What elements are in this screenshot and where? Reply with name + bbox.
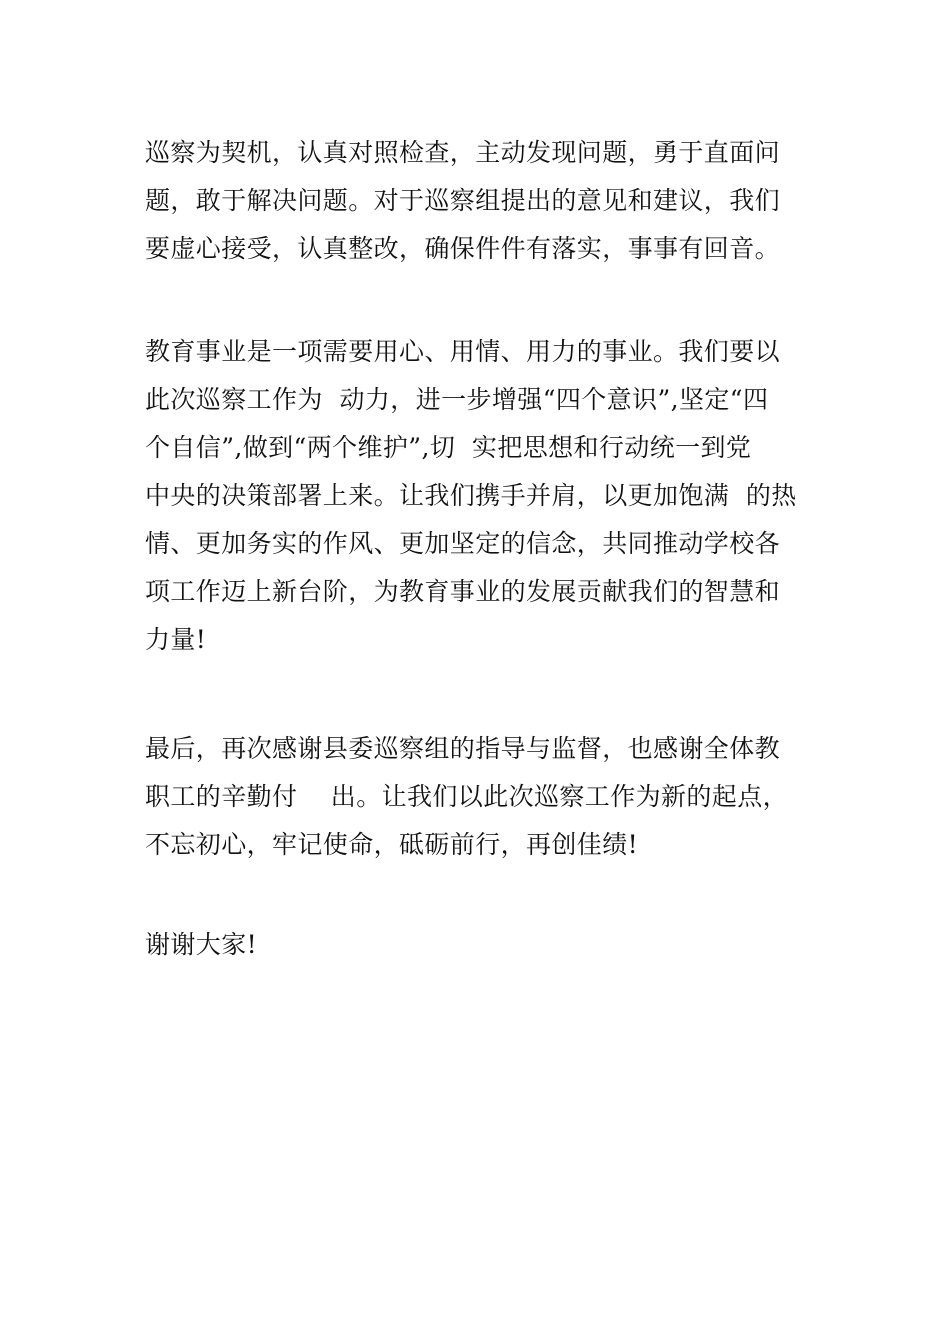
text-line: 个自信”,做到“两个维护”,切 实把思想和行动统一到党 [145,433,752,462]
paragraph-sign-off [145,921,825,969]
text-line: 教育事业是一项需要用心、用情、用力的事业。我们要以 [145,337,781,366]
text-line: 要虚心接受，认真整改，确保件件有落实，事事有回音。 [145,234,781,263]
text-line: 中央的决策部署上来。让我们携手并肩，以更加饱满 的热 [145,481,797,510]
text-line: 谢谢大家! [145,930,258,959]
text-line: 最后，再次感谢县委巡察组的指导与监督，也感谢全体教 [145,734,781,763]
text-line: 此次巡察工作为 动力，进一步增强“四个意识”,坚定“四 [145,385,769,414]
text-line: 职工的辛勤付 出。让我们以此次巡察工作为新的起点， [145,782,788,811]
text-line: 项工作迈上新台阶，为教育事业的发展贡献我们的智慧和 [145,577,781,606]
paragraph-education-mission [145,328,825,664]
text-line: 巡察为契机，认真对照检查，主动发现问题，勇于直面问 [145,138,781,167]
text-line: 力量! [145,625,207,654]
paragraph-closing-thanks [145,725,825,869]
text-line: 不忘初心，牢记使命，砥砺前行，再创佳绩! [145,830,639,859]
text-line: 题，敢于解决问题。对于巡察组提出的意见和建议，我们 [145,186,781,215]
text-line: 情、更加务实的作风、更加坚定的信念，共同推动学校各 [145,529,781,558]
paragraph-inspection-rectification [145,129,825,273]
